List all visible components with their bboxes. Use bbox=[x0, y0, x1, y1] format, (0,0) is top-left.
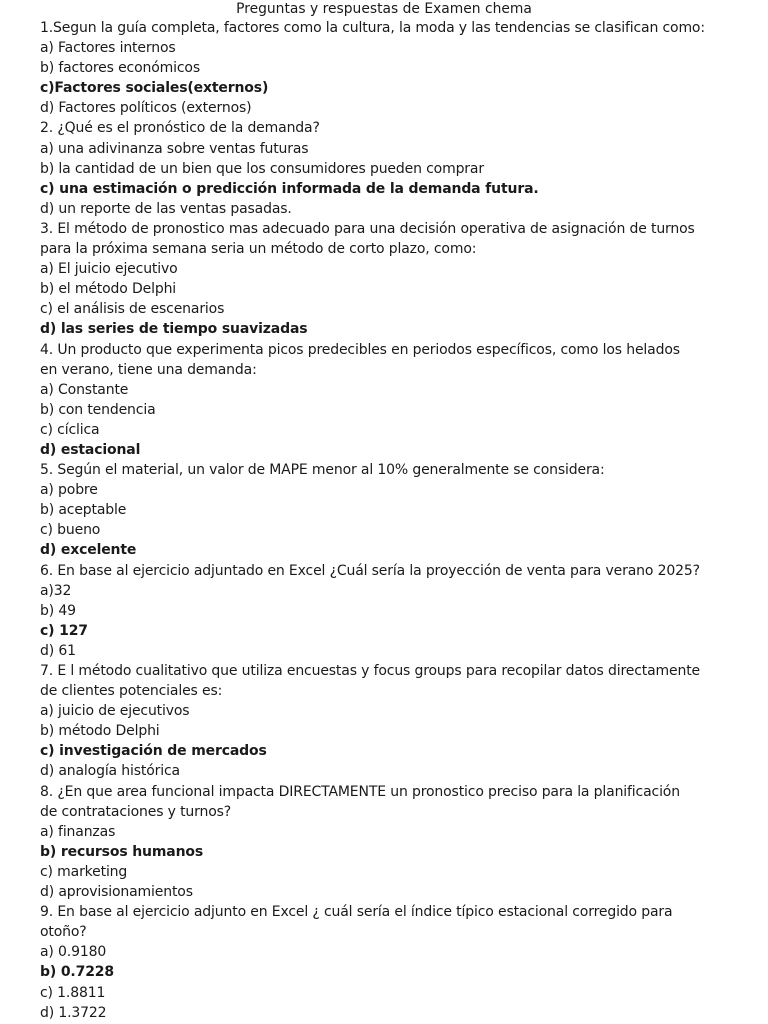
document-body bbox=[40, 18, 740, 1023]
text-line: d) aprovisionamientos bbox=[40, 884, 193, 901]
text-line: b) factores económicos bbox=[40, 60, 200, 77]
text-line: b) con tendencia bbox=[40, 401, 156, 418]
text-line: a) Constante bbox=[40, 381, 129, 398]
text-line: a) Factores internos bbox=[40, 40, 176, 57]
text-line: 6. En base al ejercicio adjuntado en Excel ¿Cuál sería la proyección de venta para verano 2025? bbox=[40, 562, 700, 579]
text-line: 2. ¿Qué es el pronóstico de la demanda? bbox=[40, 120, 320, 137]
text-line: para la próxima semana seria un método de corto plazo, como: bbox=[40, 241, 477, 258]
text-line: c) el análisis de escenarios bbox=[40, 301, 225, 318]
text-line: a) pobre bbox=[40, 482, 98, 499]
text-line: b) el método Delphi bbox=[40, 281, 177, 298]
answer-line-correct: c) 127 bbox=[40, 622, 88, 639]
text-line: 3. El método de pronostico mas adecuado para una decisión operativa de asignación de turnos bbox=[40, 220, 695, 237]
text-line: 1.Segun la guía completa, factores como la cultura, la moda y las tendencias se clasifican como: bbox=[40, 20, 705, 36]
text-line: otoño? bbox=[40, 924, 87, 941]
answer-line-correct: d) estacional bbox=[40, 441, 141, 458]
text-line: de clientes potenciales es: bbox=[40, 683, 223, 700]
text-line: 5. Según el material, un valor de MAPE menor al 10% generalmente se considera: bbox=[40, 462, 605, 479]
text-line: a) una adivinanza sobre ventas futuras bbox=[40, 140, 309, 157]
text-line: b) 49 bbox=[40, 602, 76, 619]
text-line: c) cíclica bbox=[40, 421, 100, 438]
text-line: c) 1.8811 bbox=[40, 984, 106, 1001]
text-line: d) Factores políticos (externos) bbox=[40, 100, 252, 117]
text-line: 9. En base al ejercicio adjunto en Excel ¿ cuál sería el índice típico estacional corregido para bbox=[40, 904, 673, 921]
answer-line-correct: b) 0.7228 bbox=[40, 964, 114, 981]
answer-line-correct: d) las series de tiempo suavizadas bbox=[40, 321, 308, 338]
text-line: b) método Delphi bbox=[40, 723, 160, 740]
text-line: d) analogía histórica bbox=[40, 763, 180, 780]
text-line: 7. E l método cualitativo que utiliza encuestas y focus groups para recopilar datos directamente bbox=[40, 663, 701, 679]
answer-line-correct: c) investigación de mercados bbox=[40, 743, 267, 760]
answer-line-correct: c) una estimación o predicción informada de la demanda futura. bbox=[40, 180, 539, 197]
text-line: b) aceptable bbox=[40, 502, 127, 519]
answer-line-correct: b) recursos humanos bbox=[40, 843, 204, 860]
text-line: en verano, tiene una demanda: bbox=[40, 361, 257, 378]
text-line: a) 0.9180 bbox=[40, 944, 107, 961]
text-line: 8. ¿En que area funcional impacta DIRECTAMENTE un pronostico preciso para la planificación bbox=[40, 783, 680, 800]
text-line: a)32 bbox=[40, 582, 72, 599]
text-line: c) bueno bbox=[40, 522, 101, 539]
text-line: b) la cantidad de un bien que los consumidores pueden comprar bbox=[40, 160, 484, 177]
text-line: d) 1.3722 bbox=[40, 1004, 107, 1021]
text-line: a) finanzas bbox=[40, 823, 116, 840]
document-title: Preguntas y respuestas de Examen chema bbox=[236, 1, 532, 17]
text-line: de contrataciones y turnos? bbox=[40, 803, 232, 820]
text-line: 4. Un producto que experimenta picos predecibles en periodos específicos, como los helados bbox=[40, 341, 680, 358]
text-line: d) un reporte de las ventas pasadas. bbox=[40, 200, 292, 217]
text-line: d) 61 bbox=[40, 642, 76, 659]
answer-line-correct: d) excelente bbox=[40, 542, 137, 559]
text-line: a) El juicio ejecutivo bbox=[40, 261, 178, 278]
text-line: c) marketing bbox=[40, 863, 128, 880]
text-line: a) juicio de ejecutivos bbox=[40, 703, 190, 720]
answer-line-correct: c)Factores sociales(externos) bbox=[40, 80, 269, 97]
